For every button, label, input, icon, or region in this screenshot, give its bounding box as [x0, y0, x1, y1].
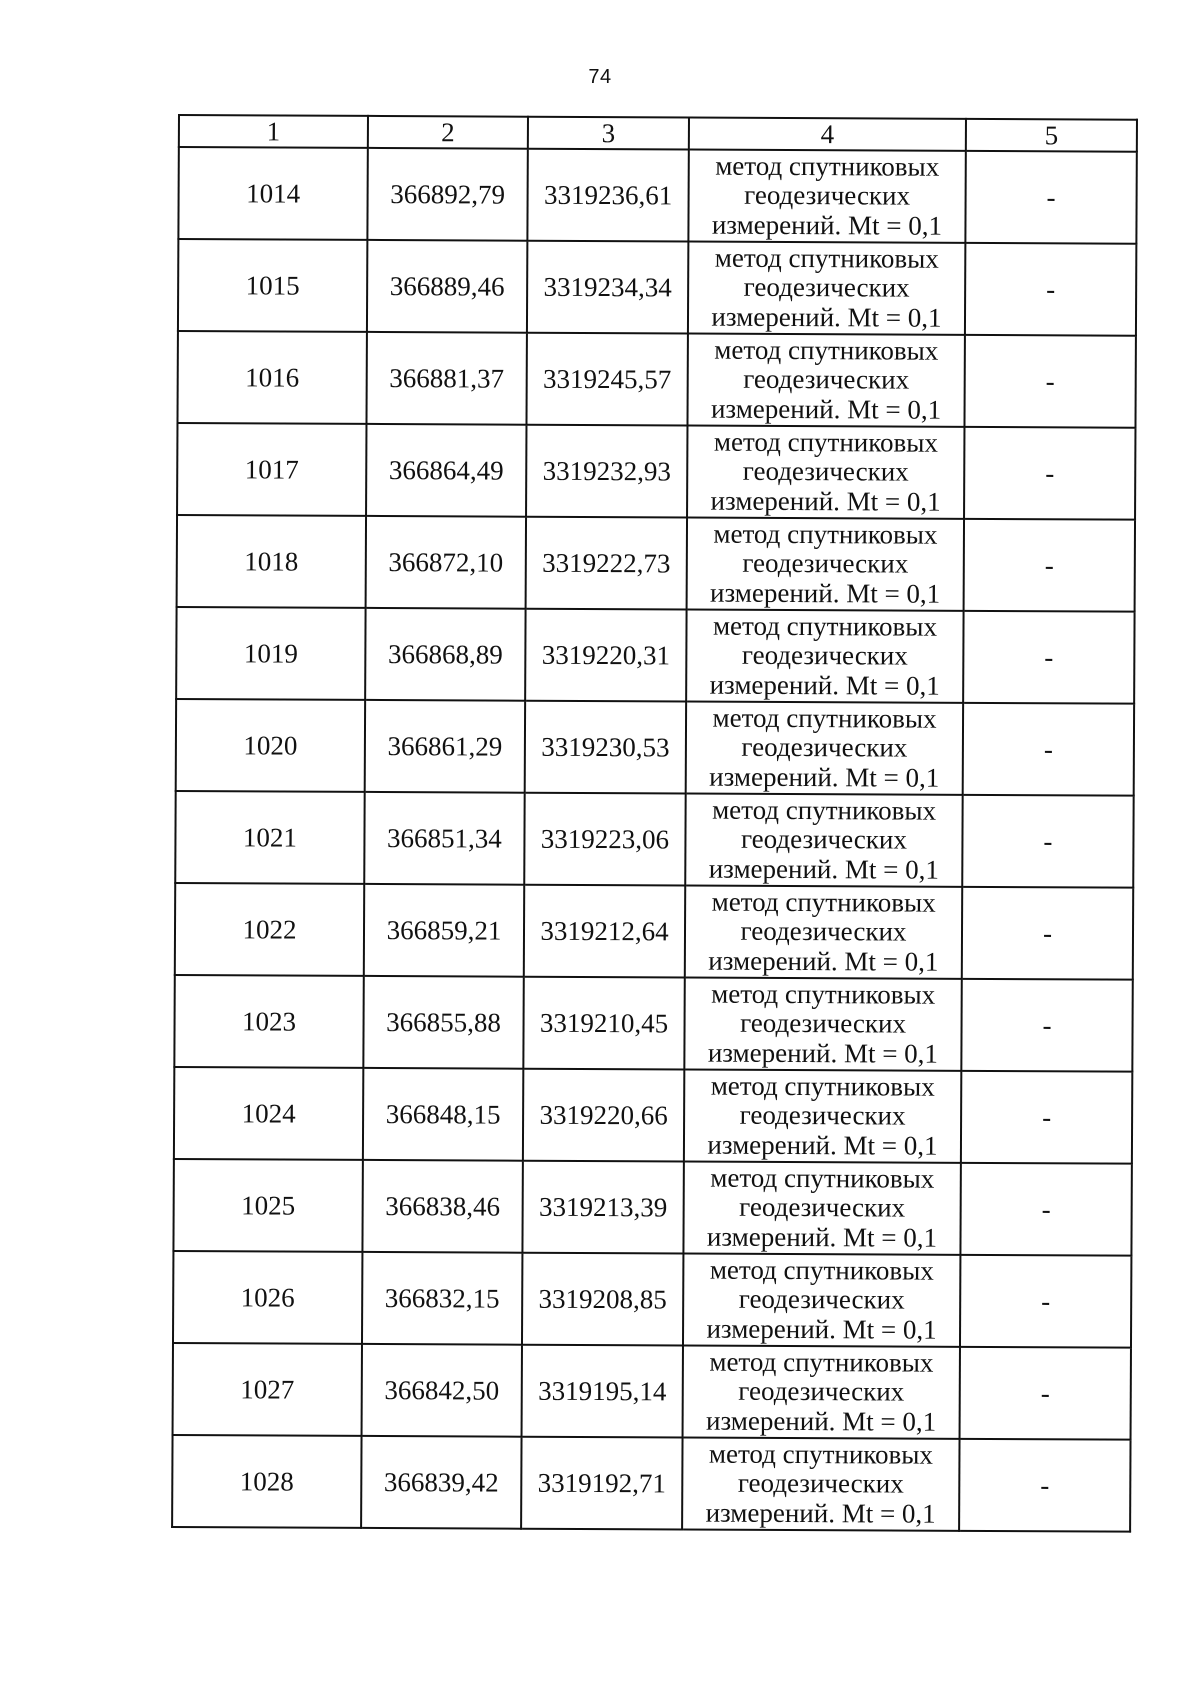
note-cell: -: [964, 335, 1135, 428]
method-text-line: геодезических: [740, 916, 907, 947]
method-text-line: измерений. Mt = 0,1: [706, 1221, 938, 1253]
method-text-line: измерений. Mt = 0,1: [707, 1037, 939, 1069]
x-coordinate-cell: 366889,46: [367, 240, 527, 333]
note-cell: -: [961, 979, 1132, 1072]
method-text-line: геодезических: [739, 1100, 906, 1131]
method-text-line: измерений. Mt = 0,1: [710, 485, 941, 517]
table-row: [173, 1343, 1131, 1440]
method-cell: [685, 885, 962, 978]
point-number-cell: 1018: [177, 515, 366, 608]
table-header: [179, 115, 1137, 152]
table-row: [178, 147, 1136, 244]
method-cell: [684, 977, 961, 1070]
y-coordinate-cell: 3319220,66: [523, 1069, 684, 1162]
point-number-cell: 1017: [177, 423, 366, 516]
method-cell: [683, 1161, 960, 1254]
note-cell: -: [959, 1439, 1130, 1532]
method-text-line: метод спутниковых: [712, 610, 938, 642]
method-text-line: геодезических: [739, 1192, 906, 1223]
method-cell: [683, 1253, 960, 1346]
note-cell: -: [962, 887, 1133, 980]
table-header-row: [179, 115, 1137, 152]
y-coordinate-cell: 3319245,57: [526, 333, 687, 426]
note-cell: -: [960, 1255, 1131, 1348]
y-coordinate-cell: 3319208,85: [522, 1253, 683, 1346]
method-text-line: метод спутниковых: [711, 978, 936, 1010]
method-cell: [688, 241, 965, 334]
note-cell: -: [962, 795, 1133, 888]
table-row: [175, 791, 1133, 888]
method-text-line: геодезических: [737, 1468, 904, 1499]
method-text-line: метод спутниковых: [713, 426, 938, 458]
y-coordinate-cell: 3319230,53: [525, 701, 686, 794]
note-cell: -: [961, 1071, 1132, 1164]
method-text-line: геодезических: [742, 548, 909, 579]
x-coordinate-cell: 366864,49: [366, 424, 526, 517]
method-text-line: метод спутниковых: [714, 334, 939, 366]
y-coordinate-cell: 3319232,93: [526, 425, 687, 518]
point-number-cell: 1023: [174, 975, 363, 1068]
method-text-line: метод спутниковых: [708, 1438, 934, 1470]
method-text-line: метод спутниковых: [710, 1162, 935, 1194]
method-text-line: метод спутниковых: [709, 1346, 934, 1378]
table-row: [178, 239, 1136, 336]
method-cell: [682, 1437, 959, 1530]
y-coordinate-cell: 3319236,61: [527, 149, 688, 242]
x-coordinate-cell: 366881,37: [366, 332, 526, 425]
table-row: [173, 1159, 1131, 1256]
method-text-line: геодезических: [740, 824, 907, 855]
column-header-5: 5: [966, 119, 1137, 152]
method-text-line: метод спутниковых: [709, 1254, 934, 1286]
method-text-line: метод спутниковых: [710, 1070, 935, 1102]
y-coordinate-cell: 3319213,39: [522, 1161, 683, 1254]
method-cell: [686, 609, 963, 702]
method-text-line: измерений. Mt = 0,1: [711, 209, 943, 241]
method-text-line: измерений. Mt = 0,1: [709, 669, 940, 701]
method-text-line: метод спутниковых: [712, 794, 937, 826]
note-cell: -: [965, 151, 1136, 244]
table-row: [173, 1251, 1131, 1348]
point-number-cell: 1022: [175, 883, 364, 976]
y-coordinate-cell: 3319192,71: [521, 1437, 682, 1530]
y-coordinate-cell: 3319220,31: [525, 609, 686, 702]
point-number-cell: 1024: [174, 1067, 363, 1160]
method-cell: [688, 149, 965, 242]
method-text-line: измерений. Mt = 0,1: [711, 301, 942, 333]
method-text-line: геодезических: [743, 272, 910, 303]
x-coordinate-cell: 366848,15: [363, 1068, 523, 1161]
column-header-1: 1: [179, 115, 368, 148]
table-row: [176, 699, 1134, 796]
method-text-line: метод спутниковых: [715, 150, 940, 182]
method-text-line: измерений. Mt = 0,1: [705, 1405, 937, 1437]
method-text-line: измерений. Mt = 0,1: [705, 1497, 936, 1529]
method-text-line: измерений. Mt = 0,1: [709, 761, 940, 793]
y-coordinate-cell: 3319195,14: [522, 1345, 683, 1438]
method-text-line: измерений. Mt = 0,1: [706, 1313, 937, 1345]
method-text-line: геодезических: [740, 1008, 907, 1039]
method-cell: [683, 1345, 960, 1438]
x-coordinate-cell: 366892,79: [367, 148, 527, 241]
x-coordinate-cell: 366842,50: [362, 1344, 522, 1437]
point-number-cell: 1015: [178, 239, 367, 332]
table-row: [172, 1435, 1130, 1532]
note-cell: -: [965, 243, 1136, 336]
table-row: [174, 1067, 1132, 1164]
column-header-2: 2: [368, 116, 528, 149]
note-cell: -: [963, 611, 1134, 704]
x-coordinate-cell: 366855,88: [363, 976, 523, 1069]
table-body: [172, 147, 1137, 1532]
method-text-line: измерений. Mt = 0,1: [708, 853, 939, 885]
method-text-line: геодезических: [743, 364, 910, 395]
table-row: [177, 331, 1135, 428]
note-cell: -: [960, 1163, 1131, 1256]
point-number-cell: 1016: [177, 331, 366, 424]
x-coordinate-cell: 366859,21: [364, 884, 524, 977]
method-text-line: геодезических: [742, 456, 909, 487]
note-cell: -: [960, 1347, 1131, 1440]
table-row: [177, 423, 1135, 520]
point-number-cell: 1028: [172, 1435, 361, 1528]
point-number-cell: 1019: [176, 607, 365, 700]
method-cell: [687, 333, 964, 426]
x-coordinate-cell: 366851,34: [364, 792, 524, 885]
x-coordinate-cell: 366868,89: [365, 608, 525, 701]
method-text-line: геодезических: [738, 1284, 905, 1315]
method-text-line: геодезических: [741, 640, 908, 671]
y-coordinate-cell: 3319222,73: [526, 517, 687, 610]
point-number-cell: 1025: [173, 1159, 362, 1252]
method-text-line: метод спутниковых: [711, 886, 936, 918]
point-number-cell: 1021: [175, 791, 364, 884]
note-cell: -: [964, 427, 1135, 520]
point-number-cell: 1026: [173, 1251, 362, 1344]
note-cell: -: [963, 703, 1134, 796]
method-cell: [686, 701, 963, 794]
x-coordinate-cell: 366872,10: [366, 516, 526, 609]
method-text-line: измерений. Mt = 0,1: [710, 577, 941, 609]
point-number-cell: 1020: [176, 699, 365, 792]
method-text-line: метод спутниковых: [713, 518, 938, 550]
table-row: [176, 607, 1134, 704]
method-text-line: геодезических: [741, 732, 908, 763]
method-text-line: измерений. Mt = 0,1: [707, 1129, 938, 1161]
y-coordinate-cell: 3319210,45: [523, 977, 684, 1070]
method-cell: [685, 793, 962, 886]
method-text-line: геодезических: [744, 180, 911, 211]
coordinates-table-container: [171, 114, 1136, 1533]
x-coordinate-cell: 366838,46: [362, 1160, 522, 1253]
page-number: 74: [588, 66, 612, 88]
x-coordinate-cell: 366832,15: [362, 1252, 522, 1345]
method-cell: [687, 425, 964, 518]
column-header-4: 4: [689, 117, 966, 150]
method-cell: [687, 517, 964, 610]
table-row: [177, 515, 1135, 612]
x-coordinate-cell: 366861,29: [365, 700, 525, 793]
y-coordinate-cell: 3319212,64: [524, 885, 685, 978]
y-coordinate-cell: 3319234,34: [527, 241, 688, 334]
method-cell: [684, 1069, 961, 1162]
table-row: [174, 975, 1132, 1072]
method-text-line: измерений. Mt = 0,1: [710, 393, 942, 425]
method-text-line: геодезических: [738, 1376, 905, 1407]
method-text-line: метод спутниковых: [714, 242, 939, 274]
x-coordinate-cell: 366839,42: [361, 1436, 521, 1529]
point-number-cell: 1014: [178, 147, 367, 240]
coordinates-table: [171, 114, 1138, 1533]
y-coordinate-cell: 3319223,06: [524, 793, 685, 886]
point-number-cell: 1027: [173, 1343, 362, 1436]
note-cell: -: [964, 519, 1135, 612]
method-text-line: метод спутниковых: [712, 702, 937, 734]
column-header-3: 3: [528, 117, 689, 150]
table-row: [175, 883, 1133, 980]
method-text-line: измерений. Mt = 0,1: [708, 945, 939, 977]
